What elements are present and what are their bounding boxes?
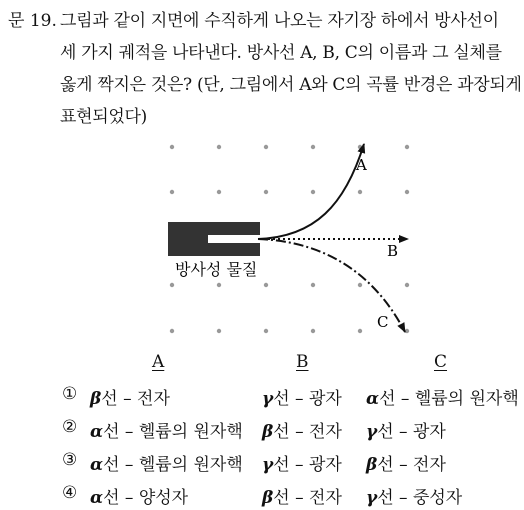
option-cell xyxy=(90,417,243,442)
cell-text: 선 – 헬륨의 원자핵 xyxy=(103,422,243,442)
greek-letter: β xyxy=(90,389,102,409)
ray-a-label: A xyxy=(356,156,367,174)
field-dot xyxy=(217,145,221,149)
cell-text: 선 – 전자 xyxy=(273,422,342,442)
field-dot xyxy=(170,145,174,149)
source-label: 방사성 물질 xyxy=(175,260,258,279)
cell-text: 선 – 전자 xyxy=(273,488,342,508)
option-number: ① xyxy=(62,384,78,404)
cell-text: 선 – 중성자 xyxy=(377,488,463,508)
header-a: A xyxy=(152,352,165,372)
field-dot xyxy=(311,329,315,333)
cell-text: 선 – 헬륨의 원자핵 xyxy=(379,389,519,409)
field-dot xyxy=(358,283,362,287)
cell-text: 선 – 전자 xyxy=(101,389,170,409)
question-line-2: 세 가지 궤적을 나타낸다. 방사선 A, B, C의 이름과 그 실체를 xyxy=(60,43,502,63)
question-line-1: 그림과 같이 지면에 수직하게 나오는 자기장 하에서 방사선이 xyxy=(60,11,499,31)
option-cell xyxy=(366,483,462,508)
option-cell xyxy=(90,384,170,409)
question-line-3: 옳게 짝지은 것은? (단, 그림에서 A와 C의 곡률 반경은 과장되게 xyxy=(60,75,522,95)
cell-text: 선 – 광자 xyxy=(273,389,342,409)
field-dot xyxy=(264,329,268,333)
option-cell xyxy=(262,483,342,508)
option-cell xyxy=(366,450,446,475)
greek-letter: α xyxy=(366,389,380,409)
greek-letter: α xyxy=(90,488,104,508)
option-cell xyxy=(90,450,243,475)
ray-b-label: B xyxy=(387,242,399,260)
greek-letter: γ xyxy=(262,389,274,409)
option-cell xyxy=(262,450,342,475)
field-dot xyxy=(170,283,174,287)
field-dot xyxy=(264,190,268,194)
cell-text: 선 – 광자 xyxy=(377,422,446,442)
question-line-4: 표현되었다) xyxy=(60,107,147,127)
greek-letter: β xyxy=(262,488,274,508)
field-dot xyxy=(264,145,268,149)
cell-text: 선 – 양성자 xyxy=(103,488,189,508)
greek-letter: γ xyxy=(366,488,378,508)
greek-letter: β xyxy=(366,455,378,475)
field-dot xyxy=(311,283,315,287)
field-dot xyxy=(405,283,409,287)
field-dot xyxy=(170,329,174,333)
field-dot xyxy=(405,190,409,194)
field-dot xyxy=(217,190,221,194)
field-dot xyxy=(311,190,315,194)
greek-letter: α xyxy=(90,455,104,475)
cell-text: 선 – 전자 xyxy=(377,455,446,475)
option-cell xyxy=(90,483,188,508)
cell-text: 선 – 헬륨의 원자핵 xyxy=(103,455,243,475)
option-number: ③ xyxy=(62,450,78,470)
field-dot xyxy=(311,145,315,149)
greek-letter: γ xyxy=(366,422,378,442)
ray-c-label: C xyxy=(377,313,389,331)
option-cell xyxy=(262,417,342,442)
option-cell xyxy=(366,417,446,442)
field-dot xyxy=(170,190,174,194)
greek-letter: β xyxy=(262,422,274,442)
field-dot xyxy=(217,283,221,287)
greek-letter: γ xyxy=(262,455,274,475)
question-number: 문 19. xyxy=(8,11,57,31)
option-cell xyxy=(262,384,342,409)
greek-letter: α xyxy=(90,422,104,442)
field-dot xyxy=(264,283,268,287)
field-dot xyxy=(405,145,409,149)
option-number: ④ xyxy=(62,483,78,503)
radioactive-source xyxy=(168,222,260,256)
field-dot xyxy=(358,190,362,194)
field-dot xyxy=(358,329,362,333)
header-c: C xyxy=(434,352,448,372)
option-cell xyxy=(366,384,519,409)
field-dot xyxy=(217,329,221,333)
header-b: B xyxy=(296,352,309,372)
cell-text: 선 – 광자 xyxy=(273,455,342,475)
option-number: ② xyxy=(62,417,78,437)
